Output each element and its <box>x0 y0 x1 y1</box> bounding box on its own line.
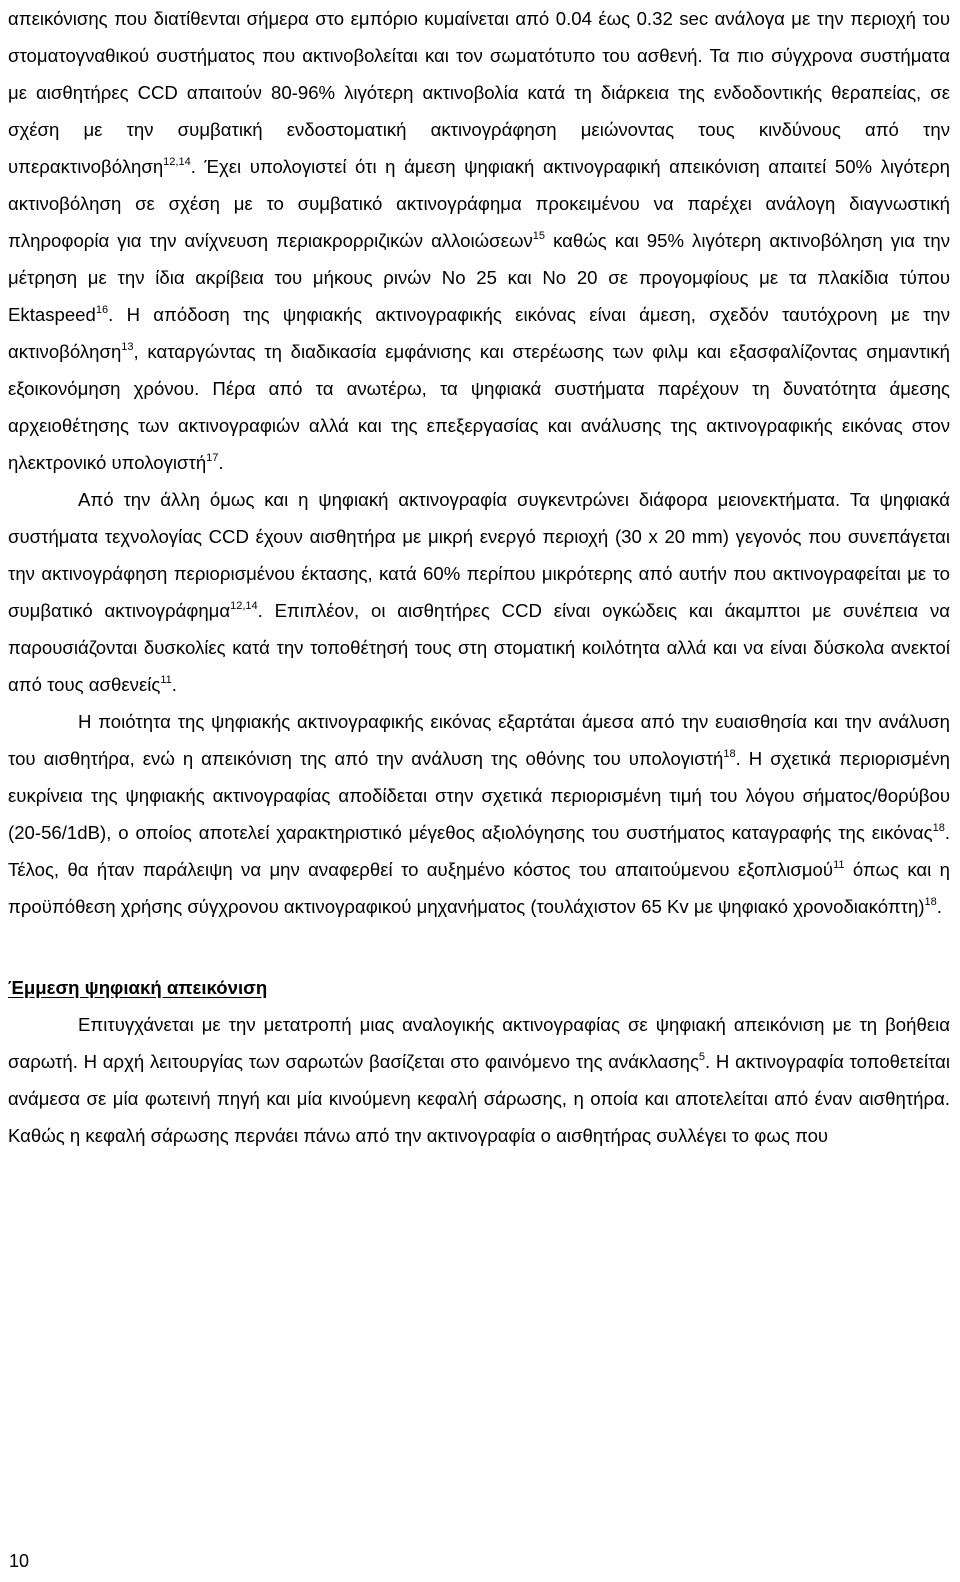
citation-superscript: 12,14 <box>230 599 258 612</box>
citation-superscript: 11 <box>833 858 845 871</box>
text-run: . Η σχετικά περιορισμένη ευκρίνεια της ψηφιακής ακτινογραφίας αποδίδεται στην σχετικά περιορισμένη τιμή του λόγου σήματος/θορύβου (20-56/1dB), ο οποίος αποτελεί χαρακτηριστικό μέγεθος αξιολόγησης του συστήματος καταγραφής της εικόνας <box>8 748 951 843</box>
text-run: , καταργώντας τη διαδικασία εμφάνισης και στερέωσης των φιλμ και εξασφαλίζοντας σημαντική εξοικονόμηση χρόνου. Πέρα από τα ανωτέρω, τα ψηφιακά συστήματα παρέχουν τη δυνατότητα άμεσης αρχειοθέτησης των ακτινογραφιών αλλά και της επεξεργασίας και ανάλυσης της ακτινογραφικής εικόνας στον ηλεκτρονικό υπολογιστή <box>8 341 950 473</box>
section-spacer <box>8 925 950 969</box>
citation-superscript: 5 <box>698 1050 706 1063</box>
citation-superscript: 15 <box>532 229 546 242</box>
citation-superscript: 18 <box>723 747 736 760</box>
citation-superscript: 12,14 <box>163 155 191 168</box>
text-run: . Έχει υπολογιστεί ότι η άμεση ψηφιακή ακτινογραφική απεικόνιση απαιτεί 50% λιγότερη ακτινοβόληση σε σχέση με το συμβατικό ακτινογράφημα προκειμένου να παρέχει ανάλογη διαγνωστική πληροφορία για την ανίχνευση περιακρορριζικών αλλοιώσεων <box>8 156 950 251</box>
citation-superscript: 11 <box>160 673 172 686</box>
text-run: Από την άλλη όμως και η ψηφιακή ακτινογραφία συγκεντρώνει διάφορα μειονεκτήματα. Τα ψηφιακά συστήματα τεχνολογίας CCD έχουν αισθητήρα με μικρή ενεργό περιοχή (30 x 20 mm) γεγονός που συνεπάγεται την ακτινογράφηση περιορισμένου έκτασης, κατά 60% περίπου μικρότερης από αυτήν που ακτινογραφείται με το συμβατικό ακτινογράφημα <box>8 489 950 621</box>
paragraph-3 <box>8 703 950 925</box>
citation-superscript: 18 <box>924 895 937 908</box>
text-run: . Η ακτινογραφία τοποθετείται ανάμεσα σε μία φωτεινή πηγή και μία κινούμενη κεφαλή σάρωσης, η οποία και αποτελείται από έναν αισθητήρα. Καθώς η κεφαλή σάρωσης περνάει πάνω από την ακτινογραφία ο αισθητήρας συλλέγει το φως που <box>8 1051 950 1146</box>
section-heading: Έμμεση ψηφιακή απεικόνιση <box>8 977 268 998</box>
text-run: . <box>171 674 177 695</box>
page-number: 10 <box>9 1551 30 1571</box>
text-run: όπως και η προϋπόθεση χρήσης σύγχρονου ακτινογραφικού μηχανήματος (τουλάχιστον 65 Kv με ψηφιακό χρονοδιακόπτη) <box>8 859 950 917</box>
paragraph-4 <box>8 1006 950 1154</box>
citation-superscript: 13 <box>121 340 134 353</box>
text-run: . Επιπλέον, οι αισθητήρες CCD είναι ογκώδεις και άκαμπτοι με συνέπεια να παρουσιάζονται δυσκολίες κατά την τοποθέτησή τους στη στοματική κοιλότητα αλλά και να είναι δύσκολα ανεκτοί από τους ασθενείς <box>8 600 950 695</box>
text-run: . <box>218 452 224 473</box>
paragraph-2 <box>8 481 950 703</box>
citation-superscript: 18 <box>932 821 945 834</box>
text-run: . <box>936 896 942 917</box>
text-run: . Η απόδοση της ψηφιακής ακτινογραφικής εικόνας είναι άμεση, σχεδόν ταυτόχρονη με την ακτινοβόληση <box>8 304 950 362</box>
text-run: Η ποιότητα της ψηφιακής ακτινογραφικής εικόνας εξαρτάται άμεσα από την ευαισθησία και την ανάλυση του αισθητήρα, ενώ η απεικόνιση της από την ανάλυση της οθόνης του υπολογιστή <box>8 711 950 769</box>
text-run: απεικόνισης που διατίθενται σήμερα στο εμπόριο κυμαίνεται από 0.04 έως 0.32 sec ανάλογα με την περιοχή του στοματογναθικού συστήματος που ακτινοβολείται και τον σωματότυπο του ασθενή. Τα πιο σύγχρονα συστήματα με αισθητήρες CCD απαιτούν 80-96% λιγότερη ακτινοβολία κατά τη διάρκεια της ενδοδοντικής θεραπείας, σε σχέση με την συμβατική ενδοστοματική ακτινογράφηση μειώνοντας τους κινδύνους από την υπερακτινοβόληση <box>8 8 950 177</box>
paragraph-1 <box>8 0 950 481</box>
page-body <box>8 0 950 1154</box>
citation-superscript: 17 <box>206 451 219 464</box>
text-run: καθώς και 95% λιγότερη ακτινοβόληση για την μέτρηση με την ίδια ακρίβεια του μήκους ρινών No 25 και No 20 σε προγομφίους με τα πλακίδια τύπου Ektaspeed <box>8 230 950 325</box>
text-run: Επιτυγχάνεται με την μετατροπή μιας αναλογικής ακτινογραφίας σε ψηφιακή απεικόνιση με τη βοήθεια σαρωτή. Η αρχή λειτουργίας των σαρωτών βασίζεται στο φαινόμενο της ανάκλασης <box>8 1014 950 1072</box>
text-run: . Τέλος, θα ήταν παράλειψη να μην αναφερθεί το αυξημένο κόστος του απαιτούμενου εξοπλισμού <box>8 822 950 880</box>
citation-superscript: 16 <box>95 303 109 316</box>
